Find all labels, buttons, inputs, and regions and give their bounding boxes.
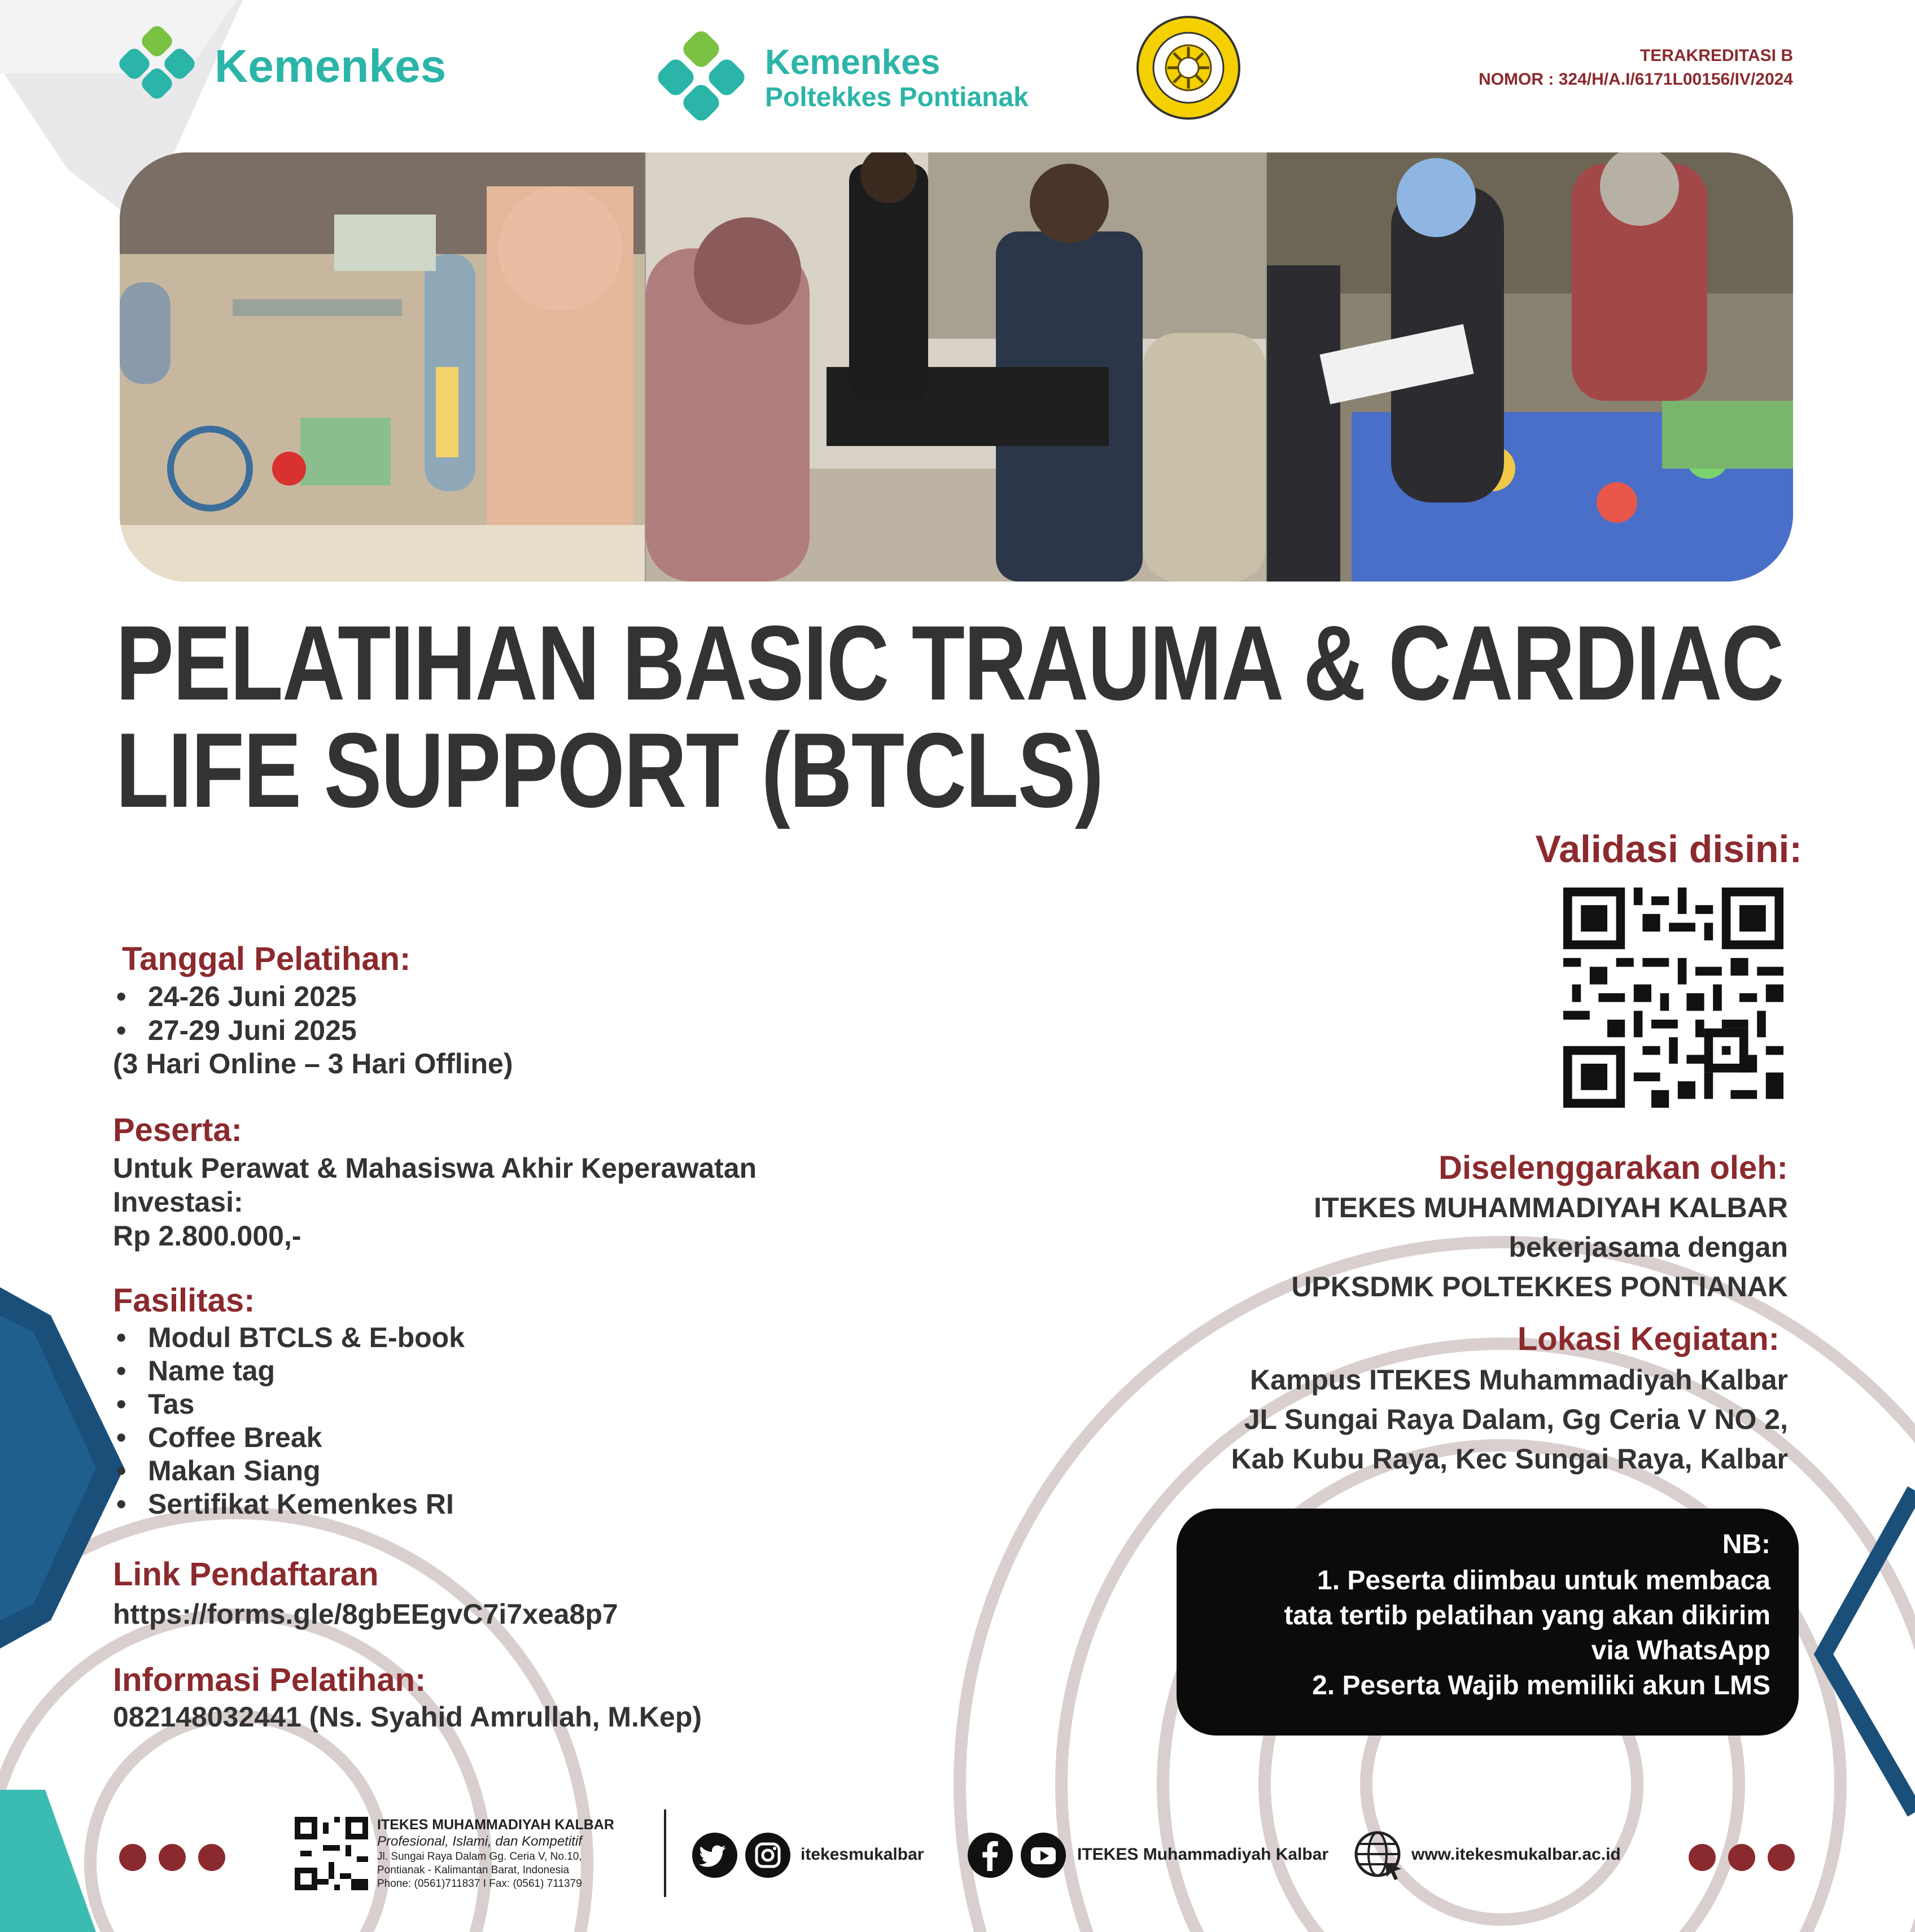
photo-patient-care [1267,152,1793,582]
validation-label: Validasi disini: [1535,828,1802,871]
facility-item: • Modul BTCLS & E-book [112,1321,465,1354]
training-dates-heading: Tanggal Pelatihan: [122,941,411,977]
photo-equipment [120,152,645,582]
info-heading: Informasi Pelatihan: [113,1662,426,1698]
qr-code-icon[interactable] [1560,888,1786,1108]
info-contact[interactable]: 082148032441 (Ns. Syahid Amrullah, M.Kep) [113,1701,702,1733]
facility-item: • Coffee Break [112,1421,465,1454]
organizer-line2: bekerjasama dengan [1509,1231,1788,1263]
poltekkes-logo [658,25,1064,127]
facility-item: • Tas [112,1388,465,1421]
training-dates-note: (3 Hari Online – 3 Hari Offline) [113,1048,513,1079]
footer-org-name: ITEKES MUHAMMADIYAH KALBAR [377,1817,614,1833]
nb-heading: NB: [1722,1529,1770,1559]
organizer-line1: ITEKES MUHAMMADIYAH KALBAR [1314,1192,1788,1223]
location-line2: JL Sungai Raya Dalam, Gg Ceria V NO 2, [1244,1404,1788,1435]
youtube-icon[interactable] [1020,1832,1067,1879]
footer-address1: Jl. Sungai Raya Dalam Gg. Ceria V, No.10, [377,1851,582,1863]
location-line1: Kampus ITEKES Muhammadiyah Kalbar [1249,1364,1788,1396]
footer-tagline: Profesional, Islami, dan Kompetitif [377,1834,582,1849]
nb-line4: 2. Peserta Wajib memiliki akun LMS [1312,1671,1770,1701]
nb-line3: via WhatsApp [1591,1636,1770,1666]
investment-value: Rp 2.800.000,- [113,1220,301,1252]
organizer-heading: Diselenggarakan oleh: [1439,1149,1788,1186]
page-title-line1: PELATIHAN BASIC TRAUMA & CARDIAC [116,604,1783,722]
poltekkes-logo-line1: Kemenkes [765,43,941,82]
website-link[interactable]: www.itekesmukalbar.ac.id [1411,1845,1621,1864]
instagram-icon[interactable] [744,1832,792,1879]
organizer-line3: UPKSDMK POLTEKKES PONTIANAK [1291,1271,1788,1302]
fb-yt-name[interactable]: ITEKES Muhammadiyah Kalbar [1077,1845,1329,1864]
training-date-item: • 27-29 Juni 2025 [112,1013,357,1047]
training-date-item: • 24-26 Juni 2025 [112,980,357,1013]
kemenkes-logo [119,25,480,99]
footer-phone: Phone: (0561)711837 I Fax: (0561) 711379 [377,1878,582,1890]
social-handle[interactable]: itekesmukalbar [801,1845,924,1864]
facilities-heading: Fasilitas: [113,1282,255,1319]
nb-line1: 1. Peserta diimbau untuk membaca [1317,1566,1770,1596]
seal-icon [1135,14,1242,121]
location-heading: Lokasi Kegiatan: [1517,1321,1780,1357]
accreditation-line2: NOMOR : 324/H/A.I/6171L00156/IV/2024 [1479,70,1793,89]
registration-link[interactable]: https://forms.gle/8gbEEgvC7i7xea8p7 [113,1598,618,1630]
nb-box [1177,1509,1799,1736]
twitter-icon[interactable] [691,1832,738,1879]
facility-item: • Makan Siang [112,1454,465,1488]
photo-trauma-practice [646,152,1266,582]
kemenkes-logo-icon [658,31,748,127]
facility-item: • Name tag [112,1354,465,1388]
footer-dots-right [1688,1841,1801,1877]
kemenkes-logo-text: Kemenkes [215,41,447,92]
registration-heading: Link Pendaftaran [113,1556,379,1593]
kemenkes-logo-icon [119,25,198,99]
accreditation-line1: TERAKREDITASI B [1639,46,1793,65]
poltekkes-logo-line2: Poltekkes Pontianak [765,82,1029,112]
photo-strip [120,152,1793,582]
footer-dots-left [119,1841,231,1877]
page-title-line2: LIFE SUPPORT (BTCLS) [116,711,1103,829]
facility-item: • Sertifikat Kemenkes RI [112,1488,465,1521]
investment-label: Investasi: [113,1186,243,1218]
footer-divider [664,1809,666,1897]
nb-line2: tata tertib pelatihan yang akan dikirim [1284,1601,1770,1631]
facilities-list [112,1321,465,1521]
qr-code-icon[interactable] [295,1817,368,1890]
footer-address2: Pontianak - Kalimantan Barat, Indonesia [377,1864,570,1876]
location-line3: Kab Kubu Raya, Kec Sungai Raya, Kalbar [1231,1443,1788,1475]
facebook-icon[interactable] [967,1832,1014,1879]
globe-icon[interactable] [1353,1829,1405,1881]
participants-heading: Peserta: [113,1112,242,1148]
participants-line1: Untuk Perawat & Mahasiswa Akhir Keperawatan [113,1152,757,1184]
training-dates-list [112,980,357,1047]
